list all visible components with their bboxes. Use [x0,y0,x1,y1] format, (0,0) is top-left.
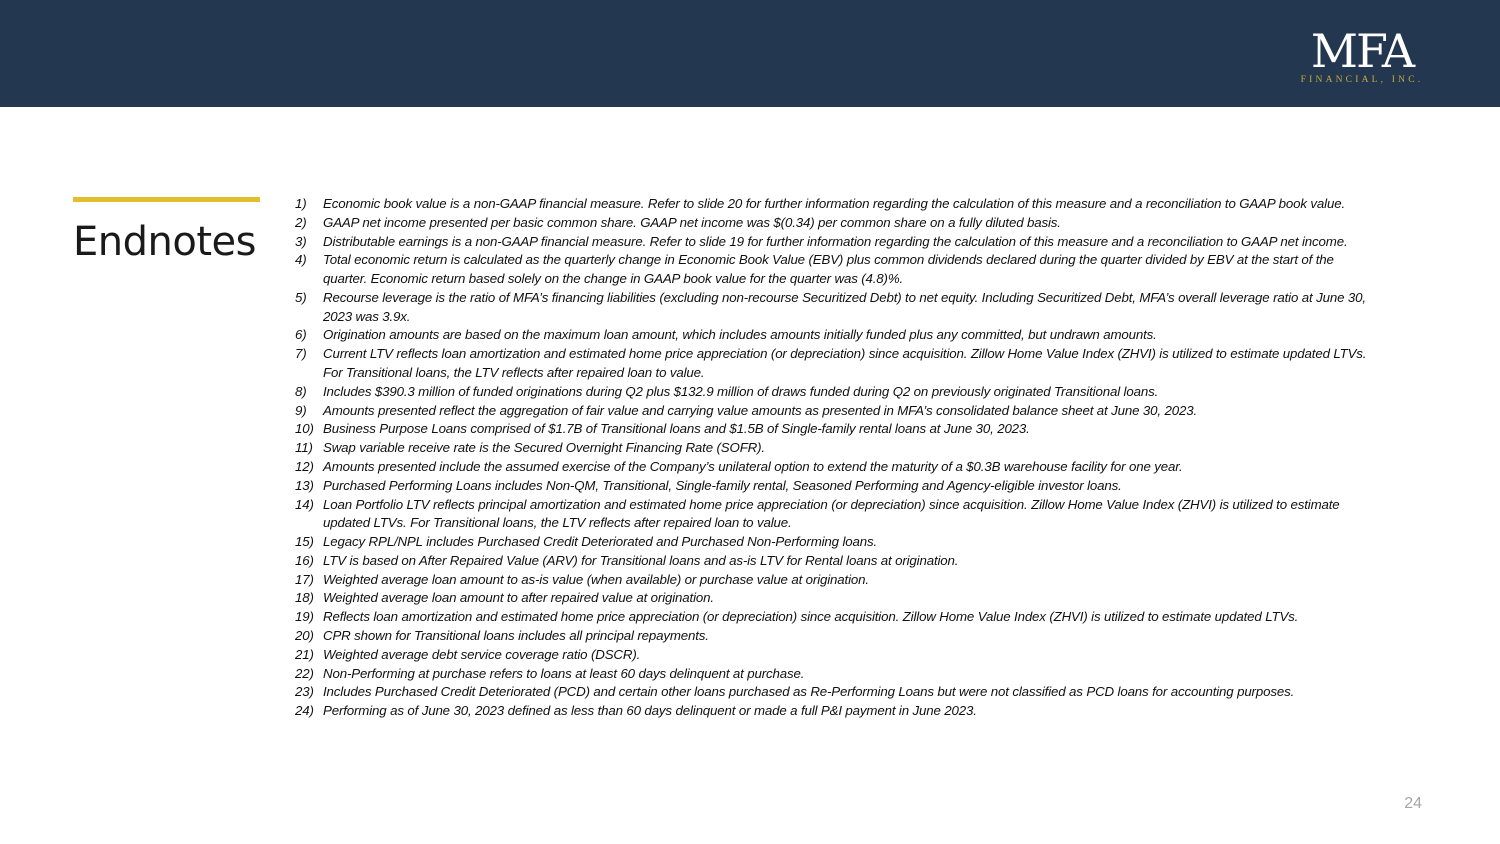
endnote-text: Business Purpose Loans comprised of $1.7B of Transitional loans and $1.5B of Single-family rental loans at June 30, 2023. [323,421,1030,437]
endnote-item [295,251,1380,289]
endnote-item [295,289,1380,327]
endnote-number: 15) [295,534,314,550]
endnote-text: Current LTV reflects loan amortization and estimated home price appreciation (or depreciation) since acquisition. Zillow Home Value Index (ZHVI) is utilized to estimate updated LTVs. For Transitional loans, the LTV reflects after repaired loan to value. [323,346,1367,381]
endnote-text: Legacy RPL/NPL includes Purchased Credit Deteriorated and Purchased Non-Performing loans. [323,534,878,550]
endnote-number: 16) [295,552,314,568]
endnote-item [295,233,1380,252]
endnote-item [295,496,1380,534]
endnote-text: Weighted average loan amount to as-is value (when available) or purchase value at origination. [323,571,869,587]
endnote-number: 8) [295,383,307,399]
endnote-item [295,646,1380,665]
endnote-item [295,345,1380,383]
title-accent-bar [73,197,260,202]
endnote-number: 11) [295,440,313,456]
endnote-text: GAAP net income presented per basic common share. GAAP net income was $(0.34) per common share on a fully diluted basis. [323,214,1061,230]
endnote-text: Amounts presented reflect the aggregation of fair value and carrying value amounts as presented in MFA’s consolidated balance sheet at June 30, 2023. [323,402,1198,418]
endnote-number: 23) [295,684,314,700]
endnote-item [295,589,1380,608]
endnote-text: LTV is based on After Repaired Value (ARV) for Transitional loans and as-is LTV for Rental loans at origination. [323,552,959,568]
endnote-item [295,627,1380,646]
endnote-item [295,439,1380,458]
endnote-item [295,683,1380,702]
endnote-text: Weighted average loan amount to after repaired value at origination. [323,590,714,606]
endnote-number: 12) [295,458,314,474]
endnote-item [295,402,1380,421]
endnote-text: Swap variable receive rate is the Secured Overnight Financing Rate (SOFR). [323,440,765,456]
endnote-item [295,571,1380,590]
endnote-number: 9) [295,402,307,418]
endnote-number: 20) [295,627,314,643]
endnote-text: Reflects loan amortization and estimated home price appreciation (or depreciation) since acquisition. Zillow Home Value Index (ZHVI) is utilized to estimate updated LTVs. [323,609,1299,625]
endnote-item [295,383,1380,402]
logo-subtitle: FINANCIAL, INC. [1300,75,1424,85]
endnote-number: 21) [295,646,314,662]
endnote-item [295,420,1380,439]
endnote-item [295,195,1380,214]
logo-mark: MFA [1310,24,1414,78]
endnote-item [295,702,1380,721]
endnote-text: CPR shown for Transitional loans includes all principal repayments. [323,627,709,643]
endnote-number: 18) [295,590,314,606]
endnote-number: 17) [295,571,314,587]
endnote-text: Non-Performing at purchase refers to loans at least 60 days delinquent at purchase. [323,665,805,681]
endnote-text: Performing as of June 30, 2023 defined as less than 60 days delinquent or made a full P&I payment in June 2023. [323,703,977,719]
endnote-number: 6) [295,327,307,343]
page-title: Endnotes [73,219,256,265]
endnote-text: Recourse leverage is the ratio of MFA’s financing liabilities (excluding non-recourse Securitized Debt) to net equity. Including Securitized Debt, MFA’s overall leverage ratio at June 30, 2023 was 3.9x. [323,289,1366,324]
endnote-number: 5) [295,289,307,305]
endnote-number: 24) [295,703,314,719]
endnote-text: Includes $390.3 million of funded originations during Q2 plus $132.9 million of draws funded during Q2 on previously originated Transitional loans. [323,383,1159,399]
endnote-item [295,477,1380,496]
endnote-text: Distributable earnings is a non-GAAP financial measure. Refer to slide 19 for further information regarding the calculation of this measure and a reconciliation to GAAP net income. [323,233,1348,249]
endnote-text: Weighted average debt service coverage ratio (DSCR). [323,646,641,662]
endnote-item [295,326,1380,345]
endnote-number: 3) [295,233,307,249]
endnote-item [295,458,1380,477]
endnote-item [295,608,1380,627]
endnote-text: Economic book value is a non-GAAP financial measure. Refer to slide 20 for further information regarding the calculation of this measure and a reconciliation to GAAP book value. [323,196,1346,211]
header-bar [0,0,1500,107]
endnote-item [295,665,1380,684]
endnote-item [295,552,1380,571]
endnote-item [295,533,1380,552]
endnote-number: 19) [295,609,314,625]
endnote-text: Total economic return is calculated as the quarterly change in Economic Book Value (EBV) plus common dividends declared during the quarter divided by EBV at the start of the quarter. Economic return based solely on the change in GAAP book value for the quarter was (4.8)%. [323,252,1334,287]
endnote-text: Origination amounts are based on the maximum loan amount, which includes amounts initially funded plus any committed, but undrawn amounts. [323,327,1157,343]
company-logo [1297,24,1427,85]
endnote-number: 10) [295,421,314,437]
endnote-number: 4) [295,252,307,268]
endnote-item [295,214,1380,233]
endnote-number: 1) [295,196,307,211]
endnote-number: 13) [295,477,314,493]
page-number: 24 [1404,795,1422,812]
endnote-number: 14) [295,496,314,512]
endnote-text: Purchased Performing Loans includes Non-QM, Transitional, Single-family rental, Seasoned Performing and Agency-eligible investor loans. [323,477,1122,493]
endnote-text: Loan Portfolio LTV reflects principal amortization and estimated home price appreciation (or depreciation) since acquisition. Zillow Home Value Index (ZHVI) is utilized to estimate updated LTVs. For Transitional loans, the LTV reflects after repaired loan to value. [323,496,1340,531]
endnote-number: 7) [295,346,307,362]
endnote-number: 22) [295,665,314,681]
endnote-text: Amounts presented include the assumed exercise of the Company’s unilateral option to extend the maturity of a $0.3B warehouse facility for one year. [323,458,1183,474]
endnote-number: 2) [295,214,307,230]
endnote-text: Includes Purchased Credit Deteriorated (PCD) and certain other loans purchased as Re-Performing Loans but were not classified as PCD loans for accounting purposes. [323,684,1295,700]
endnotes-list [295,195,1380,721]
